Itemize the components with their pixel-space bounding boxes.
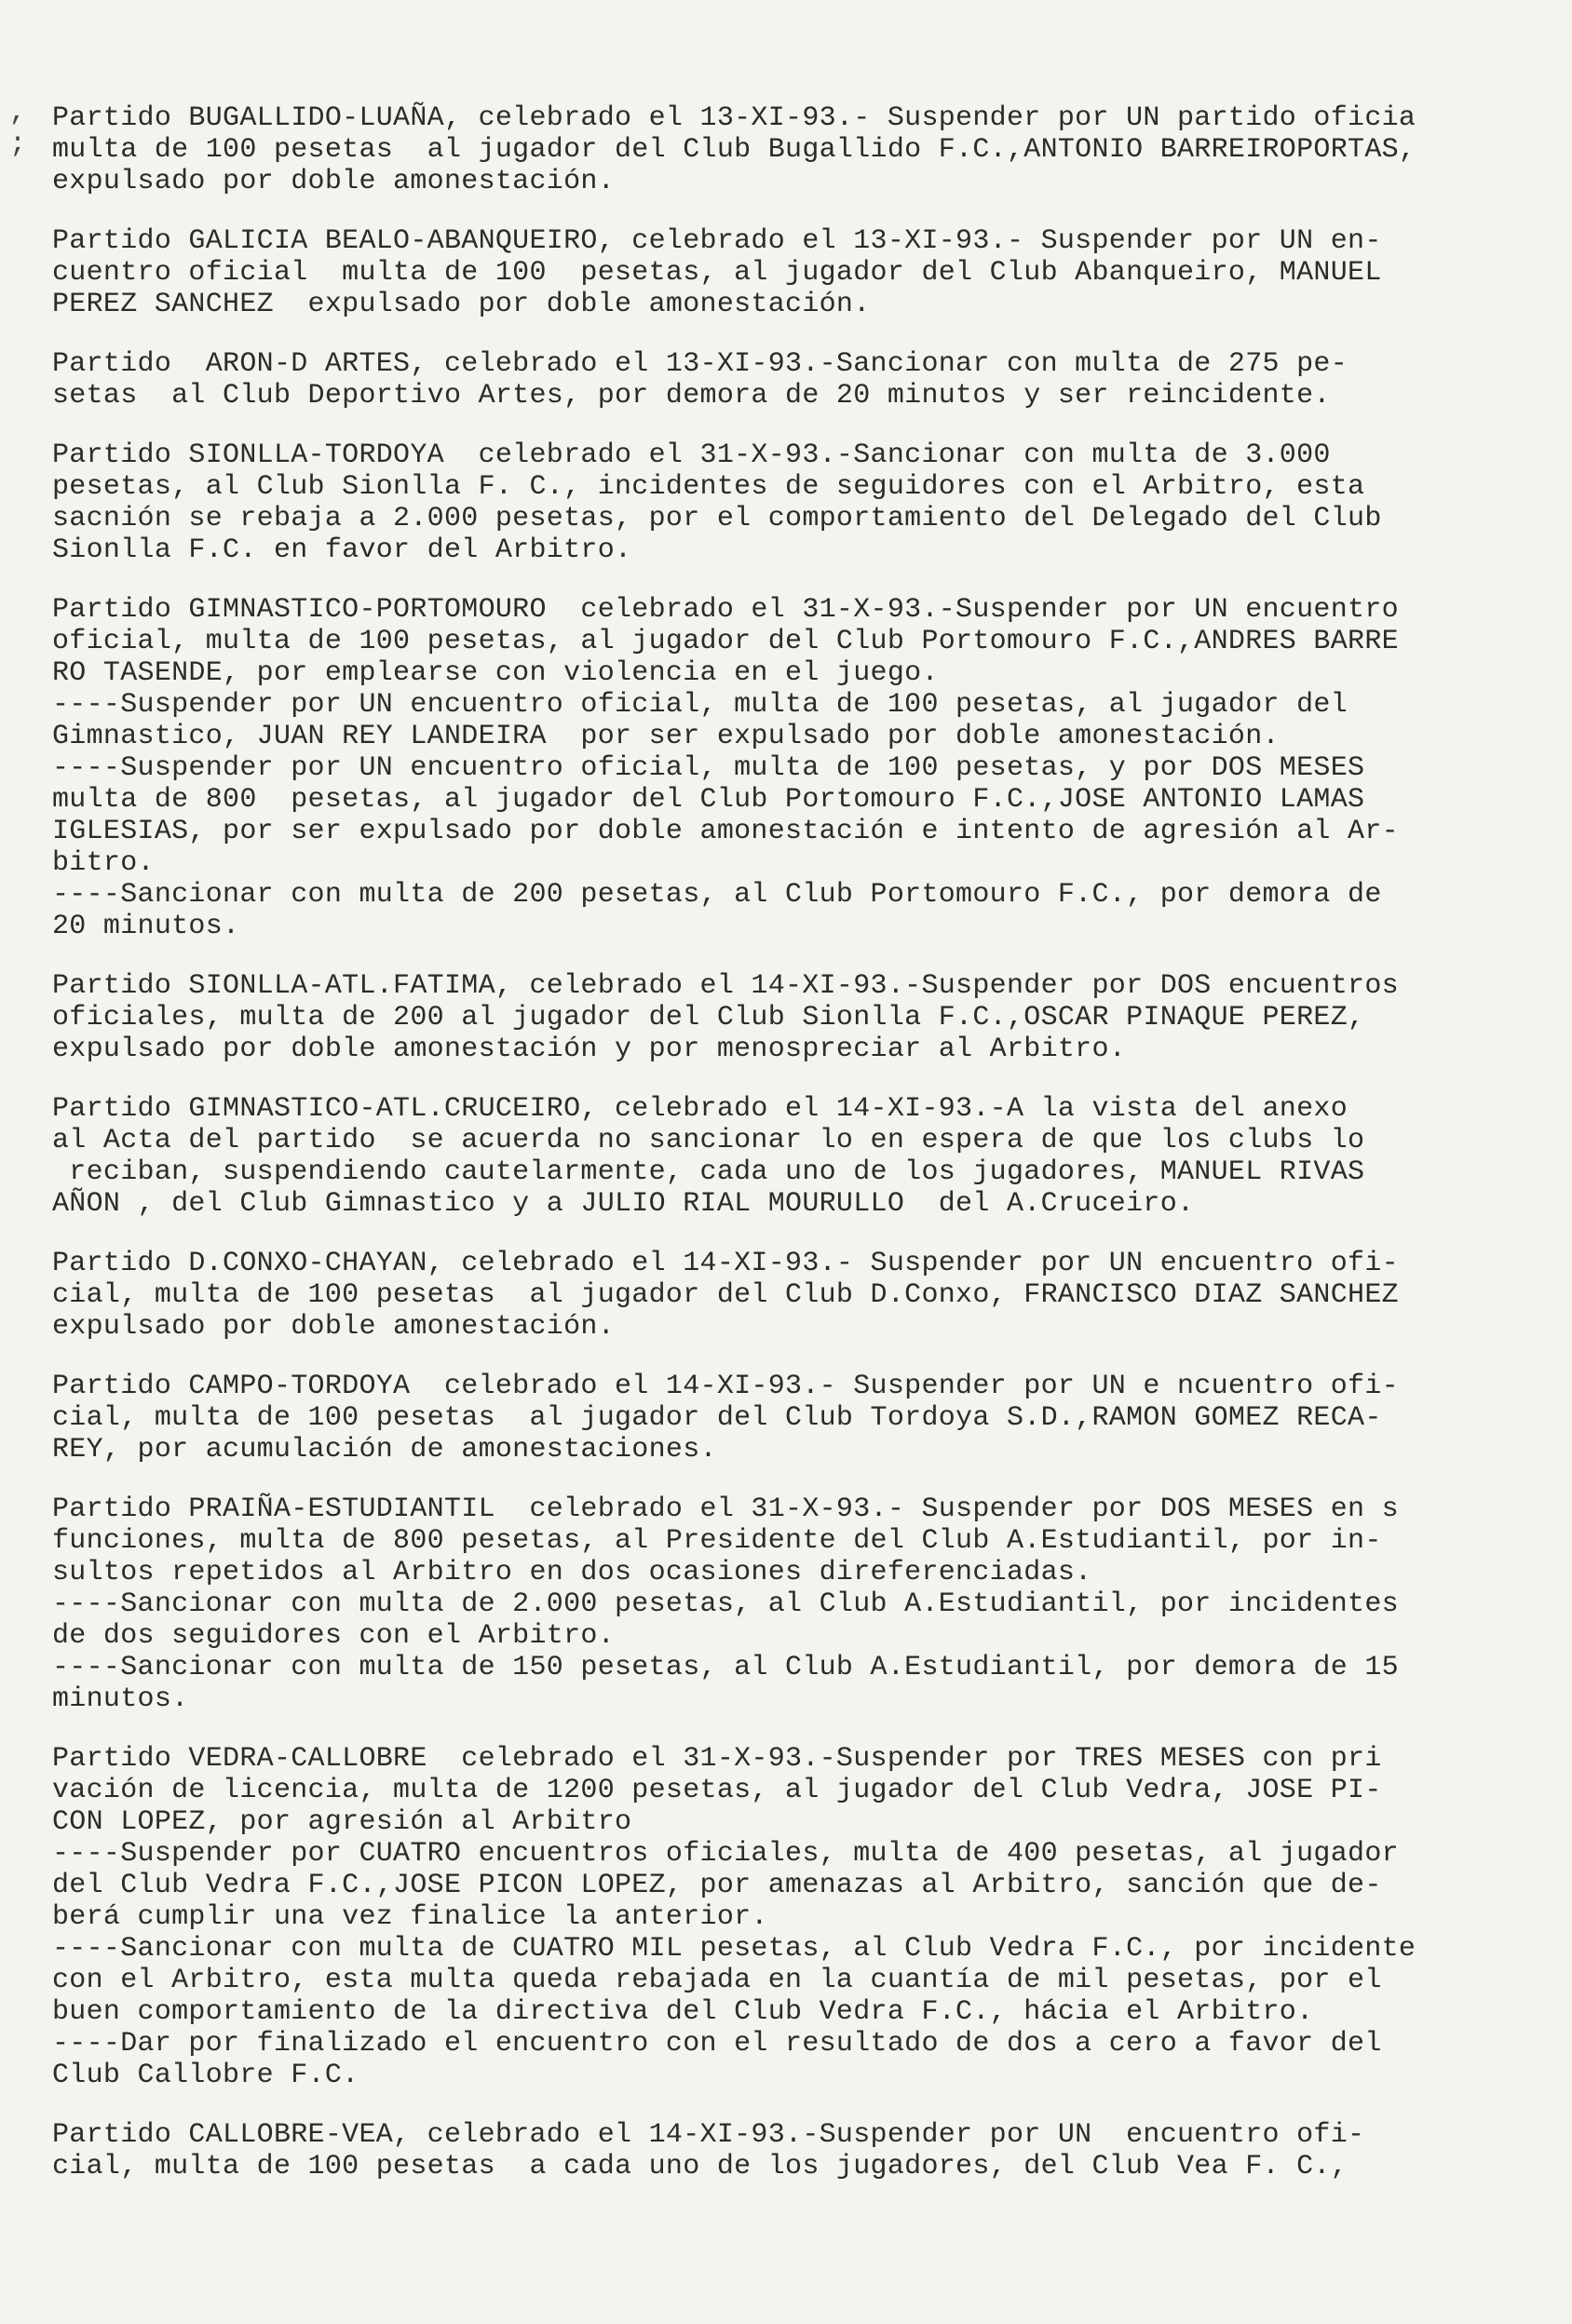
text-line: Partido BUGALLIDO-LUAÑA, celebrado el 13-XI-93.- Suspender por UN partido oficia <box>52 102 1416 134</box>
sanction-entry <box>52 594 1507 942</box>
text-line: Partido CALLOBRE-VEA, celebrado el 14-XI-93.-Suspender por UN encuentro ofi- <box>52 2119 1365 2151</box>
text-line: con el Arbitro, esta multa queda rebajada en la cuantía de mil pesetas, por el <box>52 1965 1382 1996</box>
text-line: Club Callobre F.C. <box>52 2060 359 2091</box>
text-line: reciban, suspendiendo cautelarmente, cada uno de los jugadores, MANUEL RIVAS <box>52 1156 1365 1188</box>
text-line: multa de 800 pesetas, al jugador del Club Portomouro F.C.,JOSE ANTONIO LAMAS <box>52 784 1365 816</box>
text-line: PEREZ SANCHEZ expulsado por doble amonestación. <box>52 289 871 320</box>
text-line: berá cumplir una vez finalice la anterior. <box>52 1901 768 1933</box>
text-line: setas al Club Deportivo Artes, por demora de 20 minutos y ser reincidente. <box>52 380 1331 412</box>
text-line: Gimnastico, JUAN REY LANDEIRA por ser expulsado por doble amonestación. <box>52 721 1280 752</box>
text-line: Partido D.CONXO-CHAYAN, celebrado el 14-XI-93.- Suspender por UN encuentro ofi- <box>52 1248 1399 1279</box>
text-line: ----Sancionar con multa de 200 pesetas, al Club Portomouro F.C., por demora de <box>52 879 1382 911</box>
sanction-entry <box>52 439 1507 566</box>
sanction-entry <box>52 225 1507 320</box>
text-line: Partido GIMNASTICO-ATL.CRUCEIRO, celebrado el 14-XI-93.-A la vista del anexo <box>52 1093 1348 1125</box>
text-line: cial, multa de 100 pesetas a cada uno de los jugadores, del Club Vea F. C., <box>52 2151 1348 2182</box>
text-line: Partido SIONLLA-ATL.FATIMA, celebrado el 14-XI-93.-Suspender por DOS encuentros <box>52 970 1399 1002</box>
text-line: 20 minutos. <box>52 911 240 942</box>
text-line: ----Suspender por CUATRO encuentros oficiales, multa de 400 pesetas, al jugador <box>52 1838 1399 1870</box>
sanction-entry <box>52 1743 1507 2091</box>
text-line: ----Sancionar con multa de 2.000 pesetas, al Club A.Estudiantil, por incidentes <box>52 1588 1399 1620</box>
sanction-entry <box>52 970 1507 1065</box>
text-line: cial, multa de 100 pesetas al jugador del Club Tordoya S.D.,RAMON GOMEZ RECA- <box>52 1402 1382 1434</box>
sanctions-list <box>52 102 1507 2182</box>
text-line: RO TASENDE, por emplearse con violencia en el juego. <box>52 657 939 689</box>
sanction-entry <box>52 1248 1507 1343</box>
text-line: Partido VEDRA-CALLOBRE celebrado el 31-X-93.-Suspender por TRES MESES con pri <box>52 1743 1382 1775</box>
sanction-entry <box>52 1371 1507 1466</box>
text-line: ----Sancionar con multa de 150 pesetas, al Club A.Estudiantil, por demora de 15 <box>52 1652 1399 1683</box>
text-line: sacnión se rebaja a 2.000 pesetas, por el comportamiento del Delegado del Club <box>52 503 1382 534</box>
text-line: Partido PRAIÑA-ESTUDIANTIL celebrado el 31-X-93.- Suspender por DOS MESES en s <box>52 1493 1399 1525</box>
text-line: expulsado por doble amonestación y por menospreciar al Arbitro. <box>52 1034 1127 1065</box>
sanction-entry <box>52 1093 1507 1220</box>
text-line: ----Suspender por UN encuentro oficial, multa de 100 pesetas, al jugador del <box>52 689 1348 721</box>
text-line: Partido ARON-D ARTES, celebrado el 13-XI-93.-Sancionar con multa de 275 pe- <box>52 348 1348 380</box>
text-line: bitro. <box>52 847 155 879</box>
text-line: IGLESIAS, por ser expulsado por doble amonestación e intento de agresión al Ar- <box>52 816 1399 847</box>
text-line: Partido GALICIA BEALO-ABANQUEIRO, celebrado el 13-XI-93.- Suspender por UN en- <box>52 225 1382 257</box>
text-line: expulsado por doble amonestación. <box>52 1311 615 1343</box>
sanction-entry <box>52 1493 1507 1715</box>
text-line: Sionlla F.C. en favor del Arbitro. <box>52 534 632 566</box>
text-line: de dos seguidores con el Arbitro. <box>52 1620 615 1652</box>
text-line: multa de 100 pesetas al jugador del Club Bugallido F.C.,ANTONIO BARREIROPORTAS, <box>52 134 1416 166</box>
sanction-entry <box>52 348 1507 412</box>
text-line: oficial, multa de 100 pesetas, al jugador del Club Portomouro F.C.,ANDRES BARRE <box>52 626 1399 657</box>
text-line: expulsado por doble amonestación. <box>52 166 615 197</box>
text-line: minutos. <box>52 1683 189 1715</box>
text-line: del Club Vedra F.C.,JOSE PICON LOPEZ, por amenazas al Arbitro, sanción que de- <box>52 1870 1382 1901</box>
text-line: funciones, multa de 800 pesetas, al Presidente del Club A.Estudiantil, por in- <box>52 1525 1382 1557</box>
text-line: oficiales, multa de 200 al jugador del Club Sionlla F.C.,OSCAR PINAQUE PEREZ, <box>52 1002 1365 1034</box>
margin-mark: ; <box>9 128 27 160</box>
text-line: Partido GIMNASTICO-PORTOMOURO celebrado el 31-X-93.-Suspender por UN encuentro <box>52 594 1399 626</box>
text-line: vación de licencia, multa de 1200 pesetas, al jugador del Club Vedra, JOSE PI- <box>52 1775 1382 1806</box>
text-line: Partido CAMPO-TORDOYA celebrado el 14-XI-93.- Suspender por UN e ncuentro ofi- <box>52 1371 1399 1402</box>
text-line: buen comportamiento de la directiva del Club Vedra F.C., hácia el Arbitro. <box>52 1996 1314 2028</box>
sanction-entry <box>52 102 1507 197</box>
text-line: AÑON , del Club Gimnastico y a JULIO RIAL MOURULLO del A.Cruceiro. <box>52 1188 1195 1220</box>
text-line: cuentro oficial multa de 100 pesetas, al jugador del Club Abanqueiro, MANUEL <box>52 257 1382 289</box>
text-line: al Acta del partido se acuerda no sancionar lo en espera de que los clubs lo <box>52 1125 1365 1156</box>
text-line: CON LOPEZ, por agresión al Arbitro <box>52 1806 632 1838</box>
margin-mark: , <box>9 97 27 128</box>
text-line: pesetas, al Club Sionlla F. C., incidentes de seguidores con el Arbitro, esta <box>52 471 1365 503</box>
text-line: sultos repetidos al Arbitro en dos ocasiones direferenciadas. <box>52 1557 1092 1588</box>
text-line: ----Sancionar con multa de CUATRO MIL pesetas, al Club Vedra F.C., por incidente <box>52 1933 1416 1965</box>
text-line: Partido SIONLLA-TORDOYA celebrado el 31-X-93.-Sancionar con multa de 3.000 <box>52 439 1331 471</box>
sanction-entry <box>52 2119 1507 2182</box>
text-line: REY, por acumulación de amonestaciones. <box>52 1434 717 1466</box>
text-line: ----Dar por finalizado el encuentro con el resultado de dos a cero a favor del <box>52 2028 1382 2060</box>
text-line: ----Suspender por UN encuentro oficial, multa de 100 pesetas, y por DOS MESES <box>52 752 1365 784</box>
text-line: cial, multa de 100 pesetas al jugador del Club D.Conxo, FRANCISCO DIAZ SANCHEZ <box>52 1279 1399 1311</box>
